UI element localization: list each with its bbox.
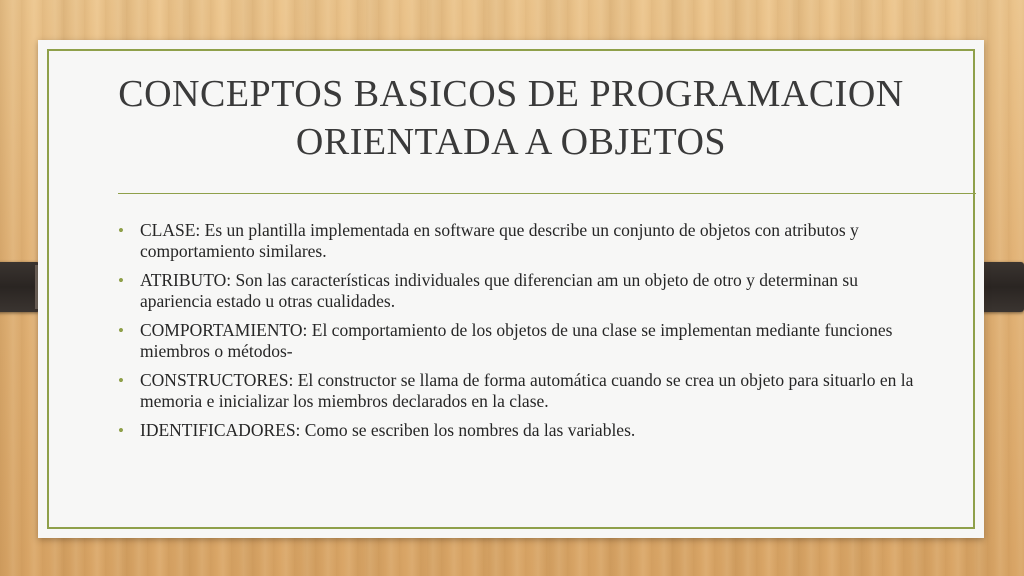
bullet-text: IDENTIFICADORES: Como se escriben los nombres da las variables. bbox=[140, 420, 636, 440]
bullet-text: CLASE: Es un plantilla implementada en software que describe un conjunto de objetos con atributos y comportamiento similares. bbox=[140, 220, 859, 261]
bullet-text: ATRIBUTO: Son las características individuales que diferencian am un objeto de otro y determinan su apariencia estado u otras cualidades. bbox=[140, 270, 858, 311]
bullet-list bbox=[118, 220, 918, 449]
bullet-dot-icon: • bbox=[118, 421, 124, 440]
bullet-comportamiento bbox=[118, 320, 918, 362]
slide-title: CONCEPTOS BASICOS DE PROGRAMACION ORIENTADA A OBJETOS bbox=[118, 73, 904, 163]
title-divider bbox=[118, 193, 976, 194]
bullet-constructores bbox=[118, 370, 918, 412]
bullet-dot-icon: • bbox=[118, 271, 124, 290]
slide bbox=[38, 40, 984, 538]
bullet-identificadores bbox=[118, 420, 918, 441]
bullet-dot-icon: • bbox=[118, 221, 124, 240]
bullet-dot-icon: • bbox=[118, 371, 124, 390]
bullet-atributo bbox=[118, 270, 918, 312]
bullet-clase bbox=[118, 220, 918, 262]
bullet-dot-icon: • bbox=[118, 321, 124, 340]
bullet-text: CONSTRUCTORES: El constructor se llama de forma automática cuando se crea un objeto para situarlo en la memoria e inicializar los miembros declarados en la clase. bbox=[140, 370, 914, 411]
bullet-text: COMPORTAMIENTO: El comportamiento de los objetos de una clase se implementan mediante funciones miembros o métodos- bbox=[140, 320, 893, 361]
left-binder-clip bbox=[0, 262, 40, 312]
